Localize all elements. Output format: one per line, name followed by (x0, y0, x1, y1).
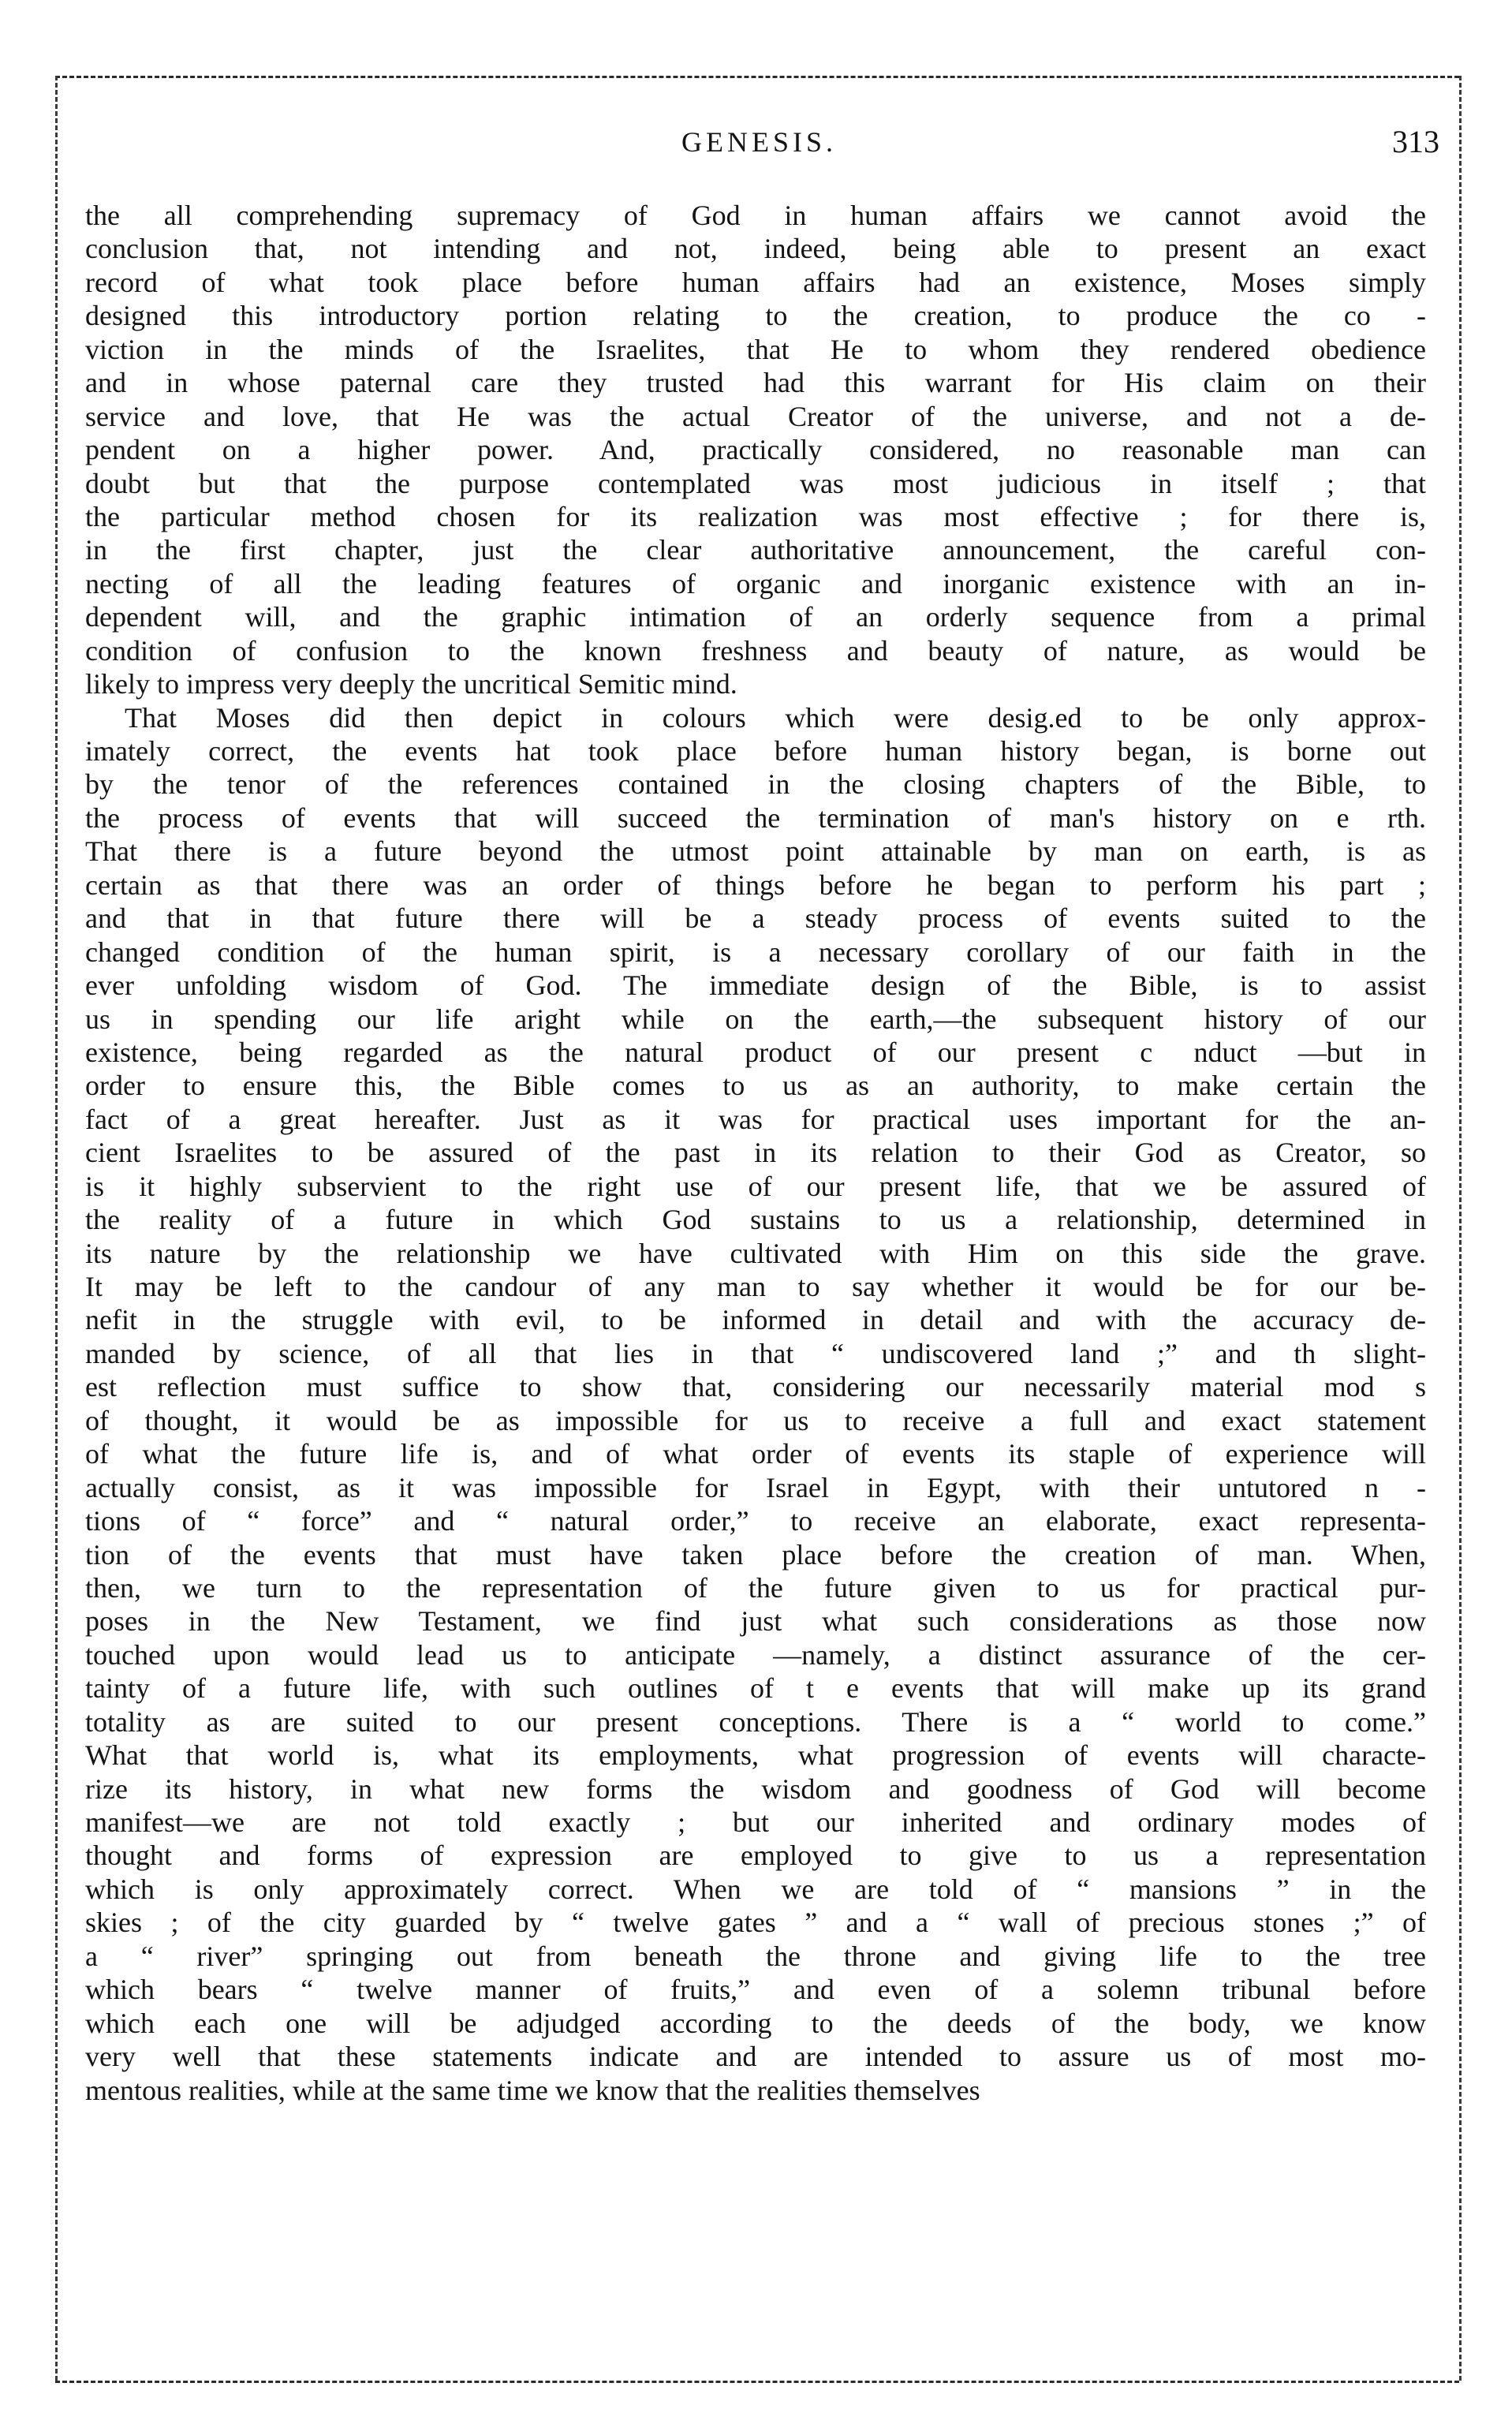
text-line: which bears “ twelve manner of fruits,” and even of a solemn tribunal before (85, 1974, 1426, 2006)
text-line: changed condition of the human spirit, is a necessary corollary of our faith in the (85, 936, 1426, 968)
running-head (79, 118, 1439, 166)
text-line: order to ensure this, the Bible comes to us as an authority, to make certain the (85, 1070, 1426, 1102)
text-line: rize its history, in what new forms the wisdom and goodness of God will become (85, 1772, 1426, 1805)
running-title: GENESIS. (681, 126, 837, 158)
text-line: in the first chapter, just the clear authoritative announcement, the careful con- (85, 534, 1426, 566)
top-border-rule (55, 76, 1459, 78)
text-line: tainty of a future life, with such outlines of t e events that will make up its grand (85, 1672, 1426, 1705)
text-line: then, we turn to the representation of the future given to us for practical pur- (85, 1571, 1426, 1604)
text-line: condition of confusion to the known freshness and beauty of nature, as would be (85, 634, 1426, 667)
text-line: ever unfolding wisdom of God. The immediate design of the Bible, is to assist (85, 969, 1426, 1002)
text-line: tion of the events that must have taken place before the creation of man. When, (85, 1538, 1426, 1571)
text-line: very well that these statements indicate and are intended to assure us of most mo- (85, 2041, 1426, 2073)
text-line: imately correct, the events hat took place before human history began, is borne out (85, 735, 1426, 767)
text-line: What that world is, what its employments, what progression of events will characte- (85, 1739, 1426, 1772)
text-line: the particular method chosen for its realization was most effective ; for there is, (85, 500, 1426, 532)
text-line: manifest—we are not told exactly ; but our inherited and ordinary modes of (85, 1806, 1426, 1838)
text-line: doubt but that the purpose contemplated was most judicious in itself ; that (85, 467, 1426, 499)
text-line: est reflection must suffice to show that, considering our necessarily material mod s (85, 1371, 1426, 1403)
page-number: 313 (1392, 124, 1439, 159)
text-line: existence, being regarded as the natural product of our present c nduct —but in (85, 1036, 1426, 1068)
text-line: which each one will be adjudged according to the deeds of the body, we know (85, 2007, 1426, 2039)
text-line: us in spending our life aright while on the earth,—the subsequent history of our (85, 1003, 1426, 1035)
bottom-border-rule (55, 2381, 1459, 2383)
text-line: a “ river” springing out from beneath the throne and giving life to the tree (85, 1940, 1426, 1972)
text-line: of thought, it would be as impossible for us to receive a full and exact statement (85, 1404, 1426, 1436)
text-line: likely to impress very deeply the uncritical Semitic mind. (85, 668, 737, 700)
text-line: record of what took place before human affairs had an existence, Moses simply (85, 266, 1426, 298)
text-line: certain as that there was an order of things before he began to perform his part ; (85, 868, 1426, 901)
text-line: fact of a great hereafter. Just as it was for practical uses important for the an- (85, 1103, 1426, 1135)
text-line: designed this introductory portion relating to the creation, to produce the co - (85, 300, 1426, 332)
body-text (85, 199, 1426, 2107)
right-border-rule (1459, 76, 1462, 2381)
text-line: its nature by the relationship we have cultivated with Him on this side the grave. (85, 1237, 1426, 1269)
text-line: That there is a future beyond the utmost point attainable by man on earth, is as (85, 835, 1426, 868)
text-line: service and love, that He was the actual Creator of the universe, and not a de- (85, 400, 1426, 432)
text-line: the reality of a future in which God sustains to us a relationship, determined in (85, 1204, 1426, 1236)
text-line: thought and forms of expression are employed to give to us a representation (85, 1839, 1426, 1872)
text-line: necting of all the leading features of organic and inorganic existence with an in- (85, 567, 1426, 599)
text-line: by the tenor of the references contained in the closing chapters of the Bible, to (85, 768, 1426, 801)
text-line: actually consist, as it was impossible for Israel in Egypt, with their untutored n - (85, 1471, 1426, 1503)
text-line: cient Israelites to be assured of the past in its relation to their God as Creator, so (85, 1137, 1426, 1169)
text-line: nefit in the struggle with evil, to be informed in detail and with the accuracy de- (85, 1304, 1426, 1336)
text-line: manded by science, of all that lies in that “ undiscovered land ;” and th slight- (85, 1337, 1426, 1369)
text-line: That Moses did then depict in colours which were desig.ed to be only approx- (125, 701, 1426, 734)
text-line: totality as are suited to our present conceptions. There is a “ world to come.” (85, 1705, 1426, 1738)
text-line: It may be left to the candour of any man to say whether it would be for our be- (85, 1271, 1426, 1302)
text-line: of what the future life is, and of what order of events its staple of experience will (85, 1438, 1426, 1470)
text-line: the all comprehending supremacy of God in human affairs we cannot avoid the (85, 200, 1426, 231)
text-line: pendent on a higher power. And, practically considered, no reasonable man can (85, 434, 1426, 466)
text-line: and that in that future there will be a steady process of events suited to the (85, 902, 1426, 935)
text-line: tions of “ force” and “ natural order,” to receive an elaborate, exact representa- (85, 1505, 1426, 1537)
text-line: conclusion that, not intending and not, indeed, being able to present an exact (85, 233, 1426, 265)
text-line: and in whose paternal care they trusted had this warrant for His claim on their (85, 367, 1426, 399)
text-line: skies ; of the city guarded by “ twelve gates ” and a “ wall of precious stones ;” of (85, 1907, 1426, 1939)
text-line: viction in the minds of the Israelites, that He to whom they rendered obedience (85, 333, 1426, 365)
left-border-rule (55, 76, 58, 2381)
text-line: the process of events that will succeed the termination of man's history on e rth. (85, 801, 1426, 834)
text-line: mentous realities, while at the same time we know that the realities themselves (85, 2074, 980, 2106)
text-line: poses in the New Testament, we find just what such considerations as those now (85, 1605, 1426, 1638)
text-line: touched upon would lead us to anticipate —namely, a distinct assurance of the cer- (85, 1638, 1426, 1671)
text-line: is it highly subservient to the right use of our present life, that we be assured of (85, 1170, 1426, 1202)
text-line: which is only approximately correct. When we are told of “ mansions ” in the (85, 1873, 1426, 1905)
text-line: dependent will, and the graphic intimation of an orderly sequence from a primal (85, 601, 1426, 633)
